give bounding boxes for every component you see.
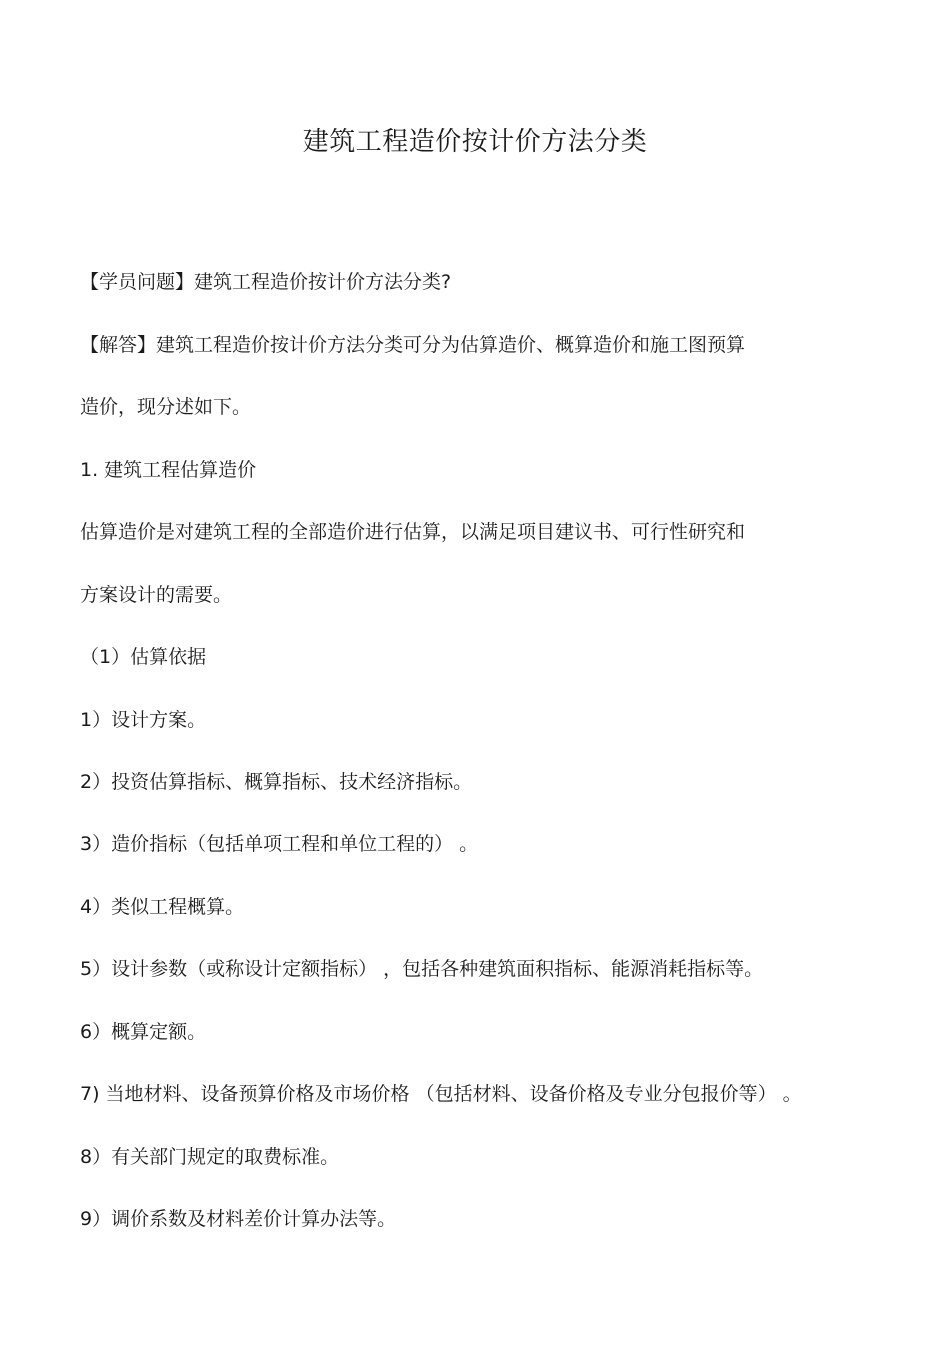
- list-item-5: 5）设计参数（或称设计定额指标） ，包括各种建筑面积指标、能源消耗指标等。: [80, 958, 764, 980]
- list-item-8: 8）有关部门规定的取费标准。: [80, 1146, 340, 1168]
- answer-line-2: 造价，现分述如下。: [80, 396, 252, 418]
- subsection-heading-1: （1）估算依据: [80, 646, 207, 668]
- list-item-6: 6）概算定额。: [80, 1021, 207, 1043]
- list-item-9: 9）调价系数及材料差价计算办法等。: [80, 1208, 397, 1230]
- answer-line-1: 【解答】建筑工程造价按计价方法分类可分为估算造价、概算造价和施工图预算: [80, 334, 746, 356]
- section-heading-1: 1. 建筑工程估算造价: [80, 459, 257, 481]
- list-item-4: 4）类似工程概算。: [80, 896, 245, 918]
- paragraph-line-1: 估算造价是对建筑工程的全部造价进行估算，以满足项目建议书、可行性研究和: [80, 521, 746, 543]
- paragraph-line-2: 方案设计的需要。: [80, 584, 233, 606]
- list-item-3: 3）造价指标（包括单项工程和单位工程的） 。: [80, 833, 479, 855]
- list-item-2: 2）投资估算指标、概算指标、技术经济指标。: [80, 771, 473, 793]
- list-item-1: 1）设计方案。: [80, 709, 207, 731]
- list-item-7: 7) 当地材料、设备预算价格及市场价格 （包括材料、设备价格及专业分包报价等） 。: [80, 1083, 802, 1105]
- document-title: 建筑工程造价按计价方法分类: [302, 127, 648, 157]
- question-line: 【学员问题】建筑工程造价按计价方法分类?: [80, 271, 452, 293]
